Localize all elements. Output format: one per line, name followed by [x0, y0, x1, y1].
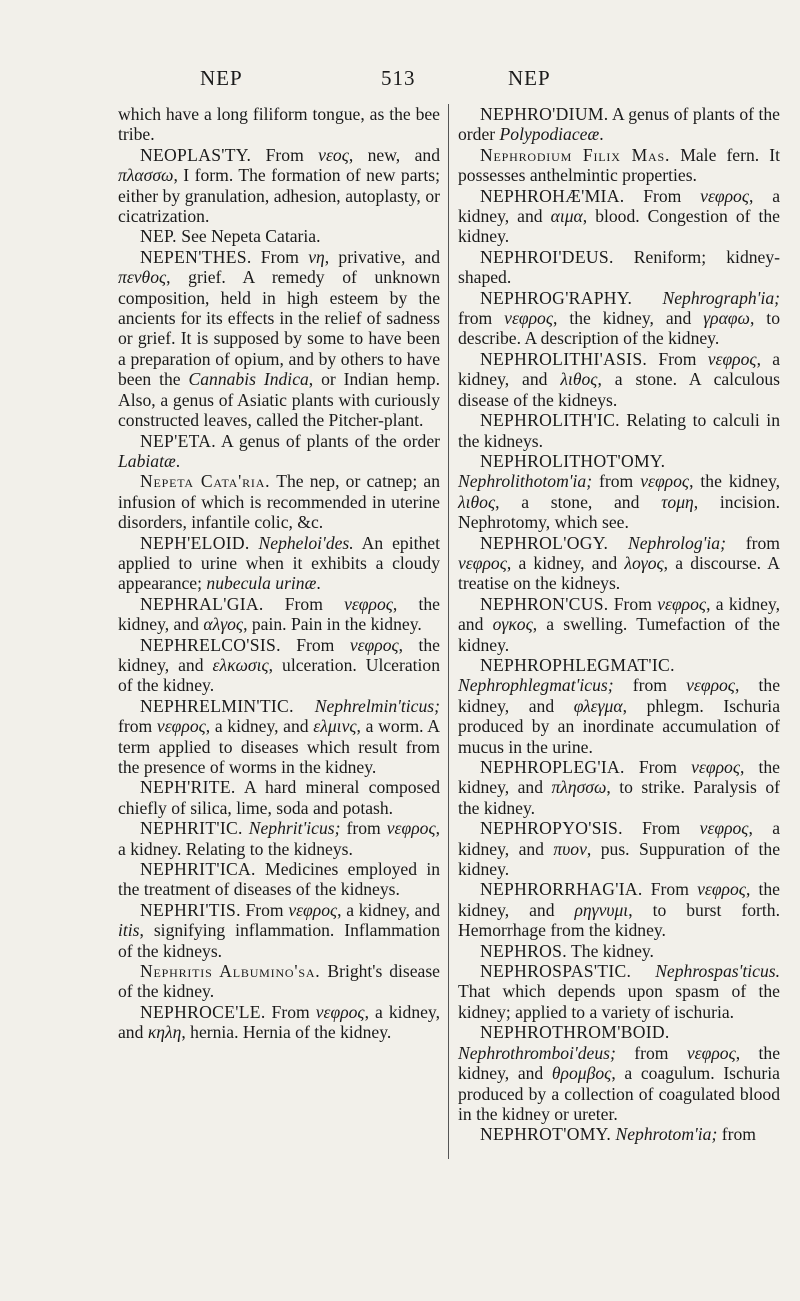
dictionary-entry [458, 1124, 780, 1144]
greek-etymon: ελκωσις [212, 654, 269, 675]
entry-text [631, 961, 655, 981]
greek-etymon: νεφρος [315, 1001, 365, 1022]
entry-text: from [613, 675, 687, 696]
entry-text: from [340, 818, 387, 839]
greek-etymon: πλασσω [118, 165, 174, 186]
entry-text: , or Indian hemp. Also, a genus of Asiatic plants with curiously constructed leaves, called the Pitcher-plant. [118, 369, 440, 431]
left-column [118, 104, 440, 1043]
entry-text: , the kidney, and [118, 634, 440, 675]
entry-headword: NEPHRI'TIS. [140, 899, 241, 920]
dictionary-entry [458, 410, 780, 451]
entry-text: The kidney. [566, 940, 654, 961]
entry-headword: NEPHRIT'ICA. [140, 859, 256, 880]
entry-text: from [458, 308, 505, 329]
entry-text: , a kidney, and [458, 348, 780, 390]
greek-etymon: νεφρος [386, 818, 436, 839]
entry-text [632, 288, 662, 308]
dictionary-entry [458, 145, 780, 186]
entry-text: , the kidney, and [458, 879, 780, 920]
entry-text: An epithet applied to urine when it exhibits a cloudy appearance; [118, 532, 440, 594]
greek-etymon: ελμινς [313, 716, 357, 737]
entry-text: A genus of plants of the order [216, 430, 440, 451]
greek-etymon: πλησσω [551, 777, 607, 798]
entry-text: , pain. Pain in the kidney. [243, 614, 422, 635]
greek-etymon: πυον [553, 838, 587, 859]
entry-text: See Nepeta Cataria. [176, 226, 321, 247]
entry-text: , a kidney, and [205, 716, 314, 737]
dictionary-entry [458, 594, 780, 655]
entry-text: , the kidney, and [458, 1042, 780, 1084]
entry-headword: NEPH'ELOID. [140, 532, 250, 553]
dictionary-entry [458, 247, 780, 288]
entry-text: from [717, 1124, 756, 1145]
entry-text: , a kidney, and [458, 818, 780, 859]
entry-subheadword: Nepeta Cata'ria. [140, 471, 271, 492]
entry-text: , phlegm. Ischuria produced by an inordinate accumulation of mucus in the urine. [458, 695, 781, 757]
entry-text: , a worm. A term applied to diseases which result from the presence of worms in the kidney. [118, 716, 440, 777]
italic-term: Nephrothromboi'deus; [458, 1042, 616, 1063]
entry-text: From [624, 185, 701, 206]
greek-etymon: πενθος [118, 267, 167, 288]
greek-etymon: αιμα [550, 206, 583, 227]
column-divider [448, 104, 449, 1159]
dictionary-entry [458, 961, 780, 1022]
greek-etymon: νεφρος [707, 348, 757, 369]
dictionary-entry [458, 879, 780, 940]
dictionary-entry [118, 226, 440, 246]
entry-headword: NEPHROLITHOT'OMY. [480, 450, 666, 471]
greek-etymon: λογος [624, 552, 664, 573]
italic-term: Labiatæ [118, 450, 176, 471]
greek-etymon: λιθος [458, 491, 496, 512]
entry-text: Reniform; kidney-shaped. [458, 246, 780, 288]
dictionary-entry [118, 818, 440, 859]
dictionary-entry [458, 349, 780, 410]
dictionary-entry [458, 104, 780, 145]
entry-text: From [251, 246, 309, 267]
dictionary-entry [118, 104, 440, 145]
dictionary-entry [458, 288, 780, 349]
italic-term: Nephrit'icus; [248, 818, 341, 839]
entry-text: . [175, 450, 181, 471]
entry-text: , the kidney, and [553, 308, 704, 329]
entry-text: from [592, 471, 641, 492]
greek-etymon: κηλη [147, 1022, 182, 1043]
dictionary-entry [118, 696, 440, 778]
entry-subheadword: Nephrodium Filix Mas. [480, 144, 671, 165]
italic-term: nubecula urinæ [206, 573, 317, 594]
dictionary-entry [458, 186, 780, 247]
greek-etymon: νεφρος [697, 879, 746, 900]
entry-headword: NEP'ETA. [140, 430, 216, 451]
dictionary-entry [118, 859, 440, 900]
entry-text: , a stone. A calculous disease of the kidneys. [458, 369, 781, 410]
italic-term: itis [118, 920, 140, 941]
entry-text: A genus of plants of the order [458, 104, 780, 145]
dictionary-entry [118, 1002, 440, 1043]
entry-text: From [240, 899, 289, 920]
entry-headword: NEPHRIT'IC. [140, 818, 243, 839]
entry-text: , a swelling. Tumefaction of the kidney. [458, 614, 780, 655]
entry-headword: NEPHROT'OMY. [480, 1124, 612, 1145]
entry-headword: NEPHROPHLEGMAT'IC. [480, 654, 675, 675]
entry-text: , I form. The formation of new parts; either by granulation, adhesion, autoplasty, or cicatrization. [118, 165, 440, 227]
dictionary-entry [118, 247, 440, 431]
greek-etymon: ρηγνυμι [574, 899, 629, 920]
entry-text: , ulceration. Ulceration of the kidney. [118, 654, 440, 696]
entry-text: , a stone, and [495, 491, 662, 512]
entry-headword: NEPHRELMIN'TIC. [140, 695, 294, 716]
greek-etymon: νεφρος [686, 675, 735, 696]
dictionary-entry [458, 1022, 780, 1124]
entry-text: , privative, and [324, 246, 440, 267]
italic-term: Nephrograph'ia; [662, 287, 780, 308]
greek-etymon: νεος [318, 144, 349, 165]
entry-text: , incision. Nephrotomy, which see. [458, 491, 780, 533]
greek-etymon: νεφρος [344, 593, 393, 614]
entry-text: , the kidney, [689, 471, 780, 492]
greek-etymon: νεφρος [504, 308, 553, 329]
dictionary-entry [458, 818, 780, 879]
entry-headword: NEPHROLITH'IC. [480, 410, 620, 431]
entry-headword: NEPHROI'DEUS. [480, 246, 614, 267]
entry-text: From [647, 348, 708, 369]
entry-text: , a kidney, and [458, 593, 780, 635]
italic-term: Cannabis Indica [188, 369, 309, 390]
entry-subheadword: Nephritis Albumino'sa. [140, 961, 321, 982]
entry-text: , the kidney, and [458, 757, 780, 798]
entry-text: From [263, 593, 345, 614]
dictionary-entry [458, 655, 780, 757]
dictionary-entry [118, 777, 440, 818]
entry-text: from [725, 532, 780, 553]
entry-headword: NEPHRAL'GIA. [140, 593, 264, 614]
entry-text: From [624, 757, 692, 777]
entry-headword: NEPHRON'CUS. [480, 593, 609, 614]
dictionary-entry [458, 451, 780, 533]
greek-etymon: θρομβος [551, 1063, 612, 1084]
italic-term: Nephrotom'ia; [615, 1124, 718, 1145]
entry-headword: NEPHROSPAS'TIC. [480, 961, 632, 982]
entry-text: , a kidney, and [337, 899, 440, 920]
entry-text: . [316, 573, 321, 594]
header-right-guideword: NEP [508, 66, 551, 90]
greek-etymon: αλγος [203, 614, 244, 635]
entry-headword: NEPHROCE'LE. [140, 1001, 266, 1022]
greek-etymon: νεφρος [288, 899, 338, 920]
entry-headword: NEPHROLITHI'ASIS. [480, 348, 648, 369]
entry-text: , a coagulum. Ischuria produced by a collection of coagulated blood in the kidney or ureter. [458, 1063, 780, 1124]
greek-etymon: λιθος [560, 369, 598, 390]
italic-term: Nephrolog'ia; [628, 532, 726, 553]
dictionary-entry [118, 961, 440, 1002]
dictionary-entry [118, 471, 440, 532]
entry-text: From [642, 879, 698, 900]
entry-headword: NEPHRORRHAG'IA. [480, 879, 643, 900]
entry-text: , new, and [348, 144, 440, 165]
entry-text: from [118, 716, 157, 737]
greek-etymon: φλεγμα [573, 695, 623, 716]
entry-headword: NEPHRO'DIUM. [480, 104, 609, 124]
entry-text [608, 533, 628, 553]
entry-text: From [280, 634, 350, 655]
greek-etymon: νεφρος [458, 552, 507, 573]
dictionary-entry [458, 533, 780, 594]
entry-headword: NEPHROTHROM'BOID. [480, 1022, 670, 1043]
entry-text: , a kidney, and [458, 185, 780, 227]
entry-text: Medicines employed in the treatment of diseases of the kidneys. [118, 859, 440, 900]
entry-text: , to strike. Paralysis of the kidney. [458, 777, 780, 818]
entry-text: Bright's disease of the kidney. [118, 961, 440, 1002]
entry-text: , a kidney, and [506, 552, 625, 573]
entry-headword: NEPHROHÆ'MIA. [480, 185, 625, 206]
entry-text: , the kidney, and [458, 675, 780, 716]
dictionary-entry [118, 635, 440, 696]
greek-etymon: νεφρος [700, 185, 749, 206]
entry-text [250, 533, 259, 553]
entry-text: , hernia. Hernia of the kidney. [181, 1022, 392, 1043]
entry-text: , to burst forth. Hemorrhage from the kidney. [458, 899, 780, 941]
greek-etymon: ογκος [492, 614, 533, 635]
dictionary-entry [118, 594, 440, 635]
entry-headword: NEOPLAS'TY. [140, 144, 252, 165]
entry-headword: NEPHROS. [480, 940, 567, 961]
greek-etymon: γραφω [703, 308, 750, 329]
entry-text: A hard mineral composed chiefly of silica, lime, soda and potash. [118, 777, 440, 818]
running-header [0, 66, 800, 96]
entry-text: Male fern. It possesses anthelmintic properties. [458, 144, 780, 186]
dictionary-entry [118, 900, 440, 961]
greek-etymon: τομη [661, 491, 694, 512]
entry-headword: NEPHRELCO'SIS. [140, 634, 281, 655]
entry-text: , signifying inflammation. Inflammation of the kidneys. [118, 920, 440, 961]
page-number: 513 [381, 66, 416, 90]
entry-headword: NEPHROPLEG'IA. [480, 757, 625, 777]
entry-text: From [251, 144, 319, 165]
entry-text: That which depends upon spasm of the kidney; applied to a variety of ischuria. [458, 981, 780, 1022]
header-left-guideword: NEP [200, 66, 243, 90]
greek-etymon: νεφρος [699, 818, 749, 839]
greek-etymon: νεφρος [691, 757, 740, 777]
entry-headword: NEPH'RITE. [140, 777, 236, 798]
entry-text: , a discourse. A treatise on the kidneys. [458, 552, 780, 594]
entry-text: , grief. A remedy of unknown composition, held in high esteem by the ancients for its effects in the relief of sadness or grief. It is supposed by some to have been a preparation of opium, and by others to have been the [118, 267, 440, 390]
entry-text: From [622, 818, 700, 839]
italic-term: Nephrolithotom'ia; [458, 471, 593, 492]
entry-text: . [599, 124, 604, 145]
greek-etymon: νεφρος [657, 593, 707, 614]
italic-term: Nephrelmin'ticus; [314, 695, 440, 716]
entry-headword: NEPHROL'OGY. [480, 532, 609, 553]
dictionary-entry [118, 533, 440, 594]
dictionary-entry [118, 431, 440, 472]
greek-etymon: νεφρος [640, 471, 690, 492]
entry-headword: NEPHROG'RAPHY. [480, 287, 633, 308]
entry-text: from [615, 1042, 687, 1063]
entry-text: , blood. Congestion of the kidney. [458, 206, 780, 247]
italic-term: Nepheloi'des. [258, 532, 354, 553]
entry-text [294, 696, 315, 716]
right-column [458, 104, 780, 1145]
entry-text: Relating to calculi in the kidneys. [458, 410, 780, 451]
entry-text: , to describe. A description of the kidney. [458, 308, 780, 349]
italic-term: Nephrospas'ticus. [655, 961, 780, 982]
greek-etymon: νεφρος [349, 634, 399, 655]
entry-headword: NEPHROPYO'SIS. [480, 818, 623, 839]
entry-text: From [608, 593, 658, 614]
entry-text: , pus. Suppuration of the kidney. [458, 838, 781, 880]
entry-text: From [265, 1001, 316, 1022]
entry-headword: NEP. [140, 226, 177, 247]
dictionary-entry [118, 145, 440, 227]
entry-headword: NEPEN'THES. [140, 246, 252, 267]
italic-term: Polypodiaceæ [499, 124, 600, 145]
dictionary-entry [458, 941, 780, 961]
entry-text: , a kidney. Relating to the kidneys. [118, 818, 440, 859]
entry-text: The nep, or catnep; an infusion of which is recommended in uterine disorders, infantile colic, &c. [118, 471, 440, 533]
greek-etymon: νεφρος [686, 1042, 736, 1063]
dictionary-entry [458, 757, 780, 818]
italic-term: Nephrophlegmat'icus; [458, 675, 614, 696]
entry-text: , the kidney, and [118, 593, 440, 635]
entry-text: which have a long filiform tongue, as the bee tribe. [118, 104, 440, 145]
greek-etymon: νη [308, 246, 325, 267]
greek-etymon: νεφρος [156, 716, 206, 737]
entry-text: , a kidney, and [118, 1001, 440, 1043]
